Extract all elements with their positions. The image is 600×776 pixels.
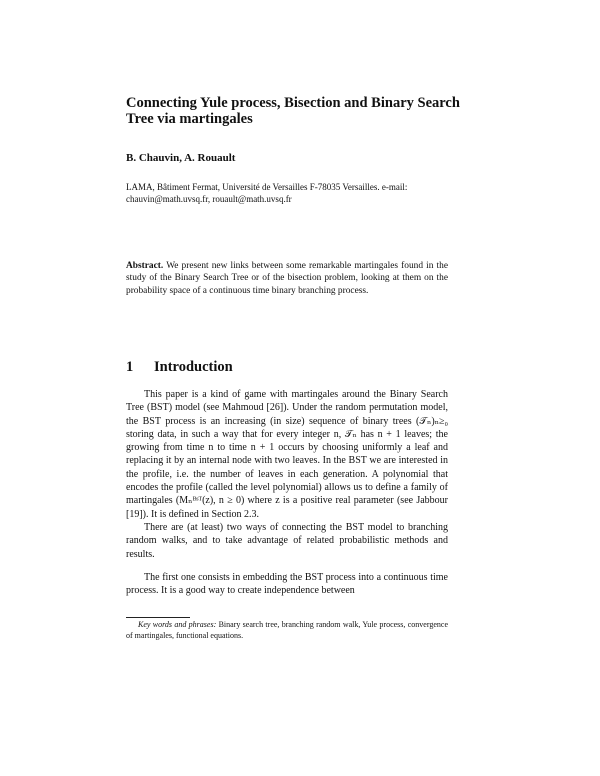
- paper-authors: B. Chauvin, A. Rouault: [126, 152, 236, 164]
- footnote-label: Key words and phrases:: [138, 620, 217, 629]
- abstract-text: We present new links between some remarkable martingales found in the study of the Binary Search Tree or of the bisection problem, looking at them on the probability space of a continuous time binary branching process.: [126, 261, 448, 296]
- section-title: Introduction: [154, 359, 233, 375]
- footnote-text: Binary search tree, branching random walk, Yule process, convergence of martingales, functional equations.: [126, 620, 448, 640]
- section-body: [126, 388, 448, 597]
- section-number: 1: [126, 359, 134, 375]
- paragraph: This paper is a kind of game with martingales around the Binary Search Tree (BST) model (see Mahmoud [26]). Under the random permutation model, the BST process is an increasing (in size) sequence of binary trees (𝒯ₙ)ₙ≥₀ storing data, in such a way that for every integer n, 𝒯ₙ has n + 1 leaves; the growing from time n to time n + 1 occurs by choosing uniformly a leaf and replacing it by an internal node with two leaves. In the BST we are interested in the profile, i.e. the number of leaves in each generation. A polynomial that encodes the profile (called the level polynomial) allows us to define a family of martingales (Mₙᴮˢᵀ(z), n ≥ 0) where z is a positive real parameter (see Jabbour [19]). It is defined in Section 2.3.: [126, 389, 448, 520]
- paragraph: The first one consists in embedding the BST process into a continuous time process. It is a good way to create independence between: [126, 571, 448, 597]
- author-affiliation: LAMA, Bâtiment Fermat, Université de Versailles F-78035 Versailles. e-mail: chauvin@math.uvsq.fr, rouault@math.uvsq.fr: [126, 182, 408, 204]
- abstract-label: Abstract.: [126, 261, 164, 271]
- paragraph: There are (at least) two ways of connecting the BST model to branching random walks, and to take advantage of related probabilistic methods and results.: [126, 521, 448, 560]
- abstract: [126, 260, 448, 297]
- paper-title: Connecting Yule process, Bisection and Binary Search Tree via martingales: [126, 95, 460, 127]
- footnote: [126, 620, 448, 642]
- section-heading: [126, 359, 233, 376]
- footnote-rule: [126, 617, 190, 618]
